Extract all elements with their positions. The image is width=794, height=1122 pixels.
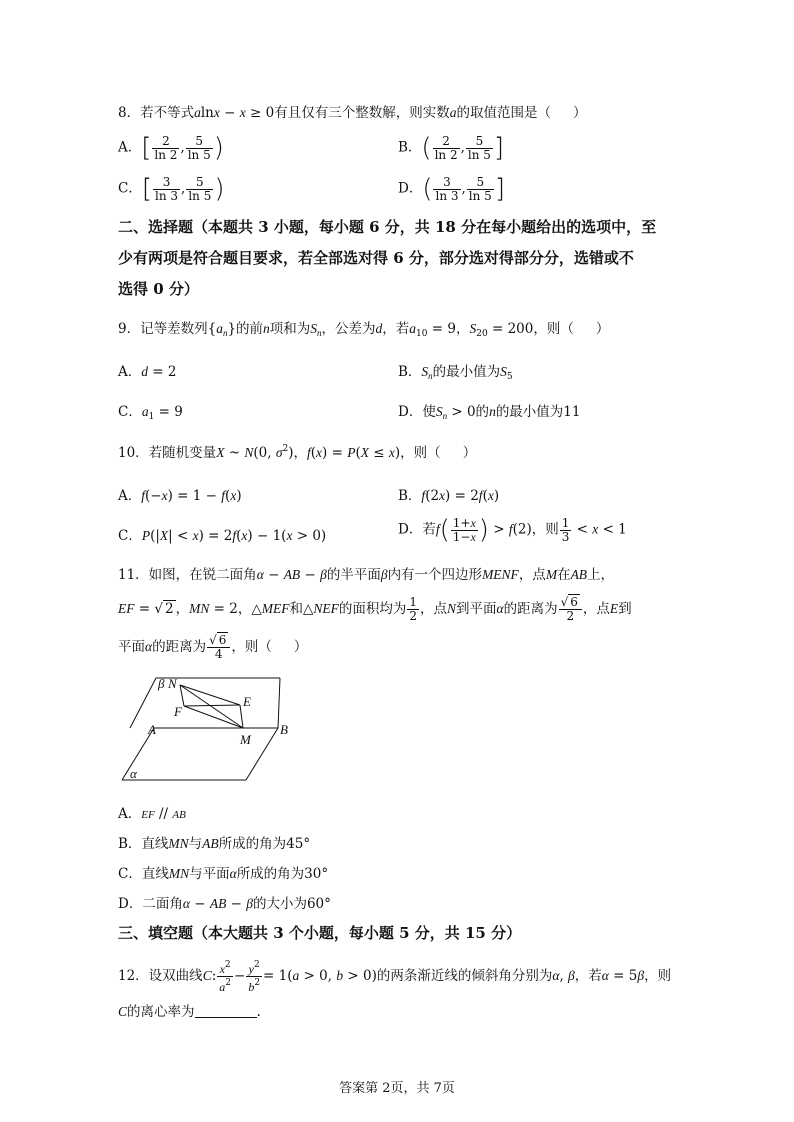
q8-stem: 8．若不等式alnx − x ≥ 0有且仅有三个整数解，则实数a的取值范围是（ ） [118, 105, 587, 121]
label-alpha: α [130, 766, 137, 781]
segment-mf [184, 706, 243, 728]
label-n: N [168, 676, 177, 691]
q11-line3: 平面α的距离为 $\frac{√ 6}{4}$ ，则（ ） [118, 633, 308, 661]
page-footer: 答案第 2页，共 7页 [339, 1081, 455, 1096]
label-e: E [243, 694, 251, 709]
q10-option-d: D．若f( $\frac{1+x}{1-x}$ ) > f(2)，则 $\frac{1}{3}$ < x < 1 [398, 515, 627, 545]
dihedral-angle-figure [118, 670, 298, 788]
q11-option-b: B．直线MN与AB所成的角为45° [118, 836, 311, 852]
label-beta: β [158, 676, 165, 691]
q12-answer-blank[interactable] [195, 1005, 257, 1018]
segment-ne [180, 685, 240, 705]
q11-line1: 11．如图，在锐二面角α − AB − β的半平面β内有一个四边形MENF，点M在AB上， [118, 567, 615, 583]
q12-line2: C的离心率为 . [118, 1004, 261, 1020]
label-f: F [174, 704, 182, 719]
q8-option-d: D．( $\frac{3}{\ln 3}$ , $\frac{5}{\ln 5}$ ] [398, 174, 505, 204]
section3-title: 三、填空题（本大题共 3 个小题，每小题 5 分，共 15 分） [118, 924, 522, 942]
section2-title-line3: 选得 0 分） [118, 280, 199, 298]
label-a: A [148, 722, 156, 737]
segment-fe [184, 705, 240, 706]
beta-plane-right-edge [278, 678, 280, 728]
q9-option-c: C．$a_1 = 9$ [118, 404, 183, 422]
segment-nm [180, 685, 243, 728]
q9-stem: 9．记等差数列$\{a_n\}$的前n项和为$S_n$，公差为d，若$a_{10} = 9$，$S_{20} = 200$，则（ ） [118, 321, 610, 339]
q10-stem: 10．若随机变量X ~ N(0, $\sigma^2$)，f(x) = P(X ≤ x)，则（ ） [118, 444, 477, 461]
section2-title-line1: 二、选择题（本题共 3 小题，每小题 6 分，共 18 分在每小题给出的选项中，至 [118, 218, 657, 236]
q11-option-a: A．EF // AB [118, 806, 186, 822]
q8-option-c: C．[ $\frac{3}{\ln 3}$ , $\frac{5}{\ln 5}$ ) [118, 174, 225, 204]
q12-line1: 12．设双曲线C: $\frac{x^2}{a^2}$ − $\frac{y^2}{b^2}$ = 1(a > 0, b > 0)的两条渐近线的倾斜角分别为α, β，若α = 5β，则 [118, 960, 672, 994]
q10-option-a: A．f(−x) = 1 − f(x) [118, 488, 242, 504]
q8-option-a: A．[ $\frac{2}{\ln 2}$ , $\frac{5}{\ln 5}$ ) [118, 133, 224, 163]
q9-option-b: B．$S_n$的最小值为$S_5$ [398, 364, 513, 382]
q11-option-c: C．直线MN与平面α所成的角为30° [118, 866, 329, 882]
label-b: B [280, 722, 288, 737]
q9-option-d: D．使$S_n > 0$的n的最小值为11 [398, 404, 581, 421]
label-m: M [240, 732, 251, 747]
q9-option-a: A．d = 2 [118, 364, 177, 380]
section2-title-line2: 少有两项是符合题目要求，若全部选对得 6 分，部分选对得部分分，选错或不 [118, 249, 634, 267]
segment-fn [180, 685, 184, 706]
q10-option-b: B．f(2x) = 2f(x) [398, 488, 500, 504]
q10-option-c: C．P(|X| < x) = 2f(x) − 1(x > 0) [118, 528, 327, 544]
q8-option-b: B．( $\frac{2}{\ln 2}$ , $\frac{5}{\ln 5}$ ] [398, 133, 505, 163]
q11-option-d: D．二面角α − AB − β的大小为60° [118, 896, 331, 912]
beta-plane-left-edge [130, 678, 156, 728]
q11-line2: EF = √ 2 ，MN = 2，△MEF和△NEF的面积均为 $\frac{1}{2}$ ，点N到平面α的距离为 $\frac{√ 6}{2}$ ，点E到 [118, 595, 632, 623]
